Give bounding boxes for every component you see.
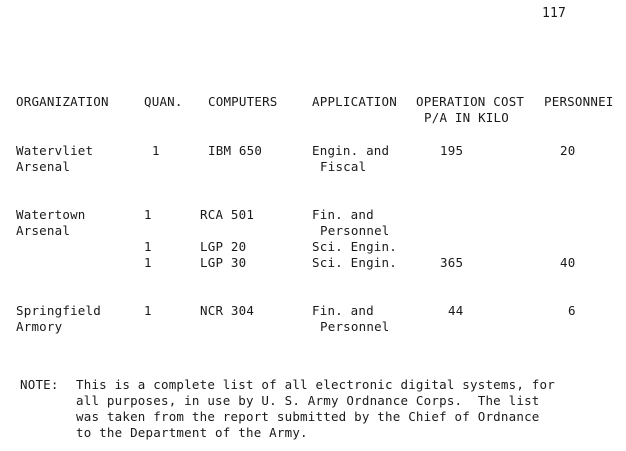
application-line: Sci. Engin. [312, 239, 397, 254]
application-line: Fiscal [320, 159, 367, 174]
organization-line: Watervliet [16, 143, 94, 158]
computer-cell: LGP 30 [200, 255, 247, 270]
application-line: Fin. and [312, 303, 374, 318]
note-line: all purposes, in use by U. S. Army Ordnance Corps. The list [76, 393, 540, 408]
organization-line: Watertown [16, 207, 86, 222]
cost-cell: 195 [440, 143, 464, 158]
header-operation-cost-line2: P/A IN KILO [424, 110, 509, 125]
header-application: APPLICATION [312, 94, 397, 109]
header-computers: COMPUTERS [208, 94, 278, 109]
personnel-cell: 40 [560, 255, 576, 270]
header-organization: ORGANIZATION [16, 94, 109, 109]
organization-line: Arsenal [16, 223, 71, 238]
computer-cell: IBM 650 [208, 143, 263, 158]
personnel-cell: 6 [568, 303, 576, 318]
page-number: 117 [542, 6, 567, 21]
application-line: Personnel [320, 319, 390, 334]
organization-line: Arsenal [16, 159, 71, 174]
organization-line: Armory [16, 319, 63, 334]
personnel-cell: 20 [560, 143, 576, 158]
computer-cell: RCA 501 [200, 207, 255, 222]
note-label: NOTE: [20, 377, 59, 392]
application-line: Engin. and [312, 143, 390, 158]
computer-cell: NCR 304 [200, 303, 255, 318]
application-line: Personnel [320, 223, 390, 238]
quantity-cell: 1 [152, 143, 160, 158]
computer-cell: LGP 20 [200, 239, 247, 254]
header-quantity: QUAN. [144, 94, 183, 109]
quantity-cell: 1 [144, 207, 152, 222]
header-operation-cost-line1: OPERATION COST [416, 94, 525, 109]
note-line: This is a complete list of all electronic digital systems, for [76, 377, 555, 392]
note-line: to the Department of the Army. [76, 425, 308, 440]
application-line: Sci. Engin. [312, 255, 397, 270]
quantity-cell: 1 [144, 239, 152, 254]
quantity-cell: 1 [144, 255, 152, 270]
organization-line: Springfield [16, 303, 101, 318]
cost-cell: 365 [440, 255, 464, 270]
cost-cell: 44 [448, 303, 464, 318]
header-personnel: PERSONNEI [544, 94, 614, 109]
application-line: Fin. and [312, 207, 374, 222]
note-line: was taken from the report submitted by the Chief of Ordnance [76, 409, 540, 424]
quantity-cell: 1 [144, 303, 152, 318]
